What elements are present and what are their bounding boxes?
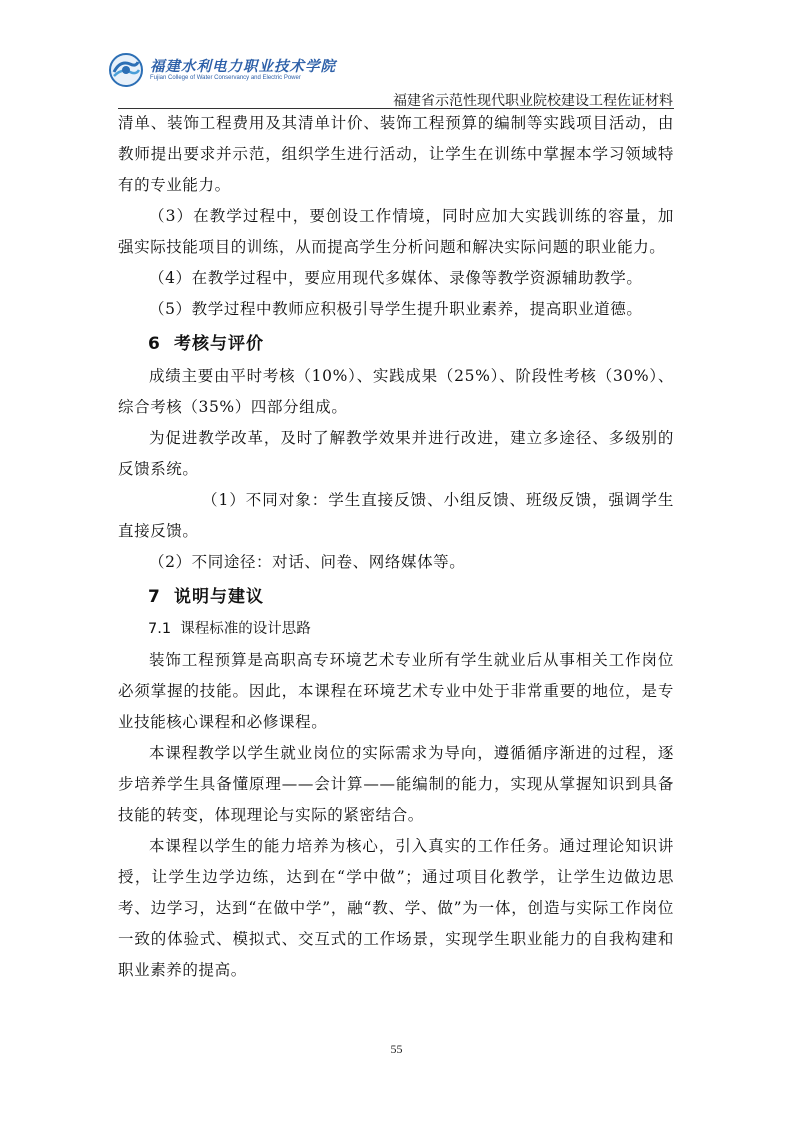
section-heading-7: [148, 580, 674, 614]
paragraph: （1）不同对象：学生直接反馈、小组反馈、班级反馈，强调学生直接反馈。: [118, 491, 674, 540]
paragraph: 成绩主要由平时考核（10%）、实践成果（25%）、阶段性考核（30%）、综合考核（35%）四部分组成。: [118, 367, 674, 416]
paragraph: 本课程以学生的能力培养为核心，引入真实的工作任务。通过理论知识讲授，让学生边学边练，达到在“学中做”；通过项目化教学，让学生边做边思考、边学习，达到“在做中学”，融“教、学、做”为一体，创造与实际工作岗位一致的体验式、模拟式、交互式的工作场景，实现学生职业能力的自我构建和职业素养的提高。: [118, 837, 674, 979]
paragraph: （4）在教学过程中，要应用现代多媒体、录像等教学资源辅助教学。: [149, 269, 643, 287]
document-body: [118, 108, 674, 986]
subsection-title: 课程标准的设计思路: [180, 621, 311, 637]
paragraph: （2）不同途径：对话、问卷、网络媒体等。: [149, 553, 466, 571]
section-heading-6: [148, 327, 674, 361]
section-number: 6: [148, 334, 161, 354]
paragraph: 本课程教学以学生就业岗位的实际需求为导向，遵循循序渐进的过程，逐步培养学生具备懂原理——会计算——能编制的能力，实现从掌握知识到具备技能的转变，体现理论与实际的紧密结合。: [118, 744, 674, 824]
paragraph: （5）教学过程中教师应积极引导学生提升职业素养，提高职业道德。: [149, 300, 643, 318]
logo-subtext: Fujian College of Water Conservancy and Electric Power: [150, 75, 301, 81]
document-header-title: 福建省示范性现代职业院校建设工程佐证材料: [393, 93, 673, 109]
subsection-heading: [148, 614, 674, 645]
section-title: 说明与建议: [174, 587, 264, 607]
section-title: 考核与评价: [174, 334, 264, 354]
page-number: 55: [390, 1042, 403, 1056]
paragraph: （3）在教学过程中，要创设工作情境，同时应加大实践训练的容量，加强实际技能项目的训练，从而提高学生分析问题和解决实际问题的职业能力。: [118, 207, 674, 256]
paragraph: 装饰工程预算是高职高专环境艺术专业所有学生就业后从事相关工作岗位必须掌握的技能。因此，本课程在环境艺术专业中处于非常重要的地位，是专业技能核心课程和必修课程。: [118, 651, 674, 731]
paragraph: 为促进教学改革，及时了解教学效果并进行改进，建立多途径、多级别的反馈系统。: [118, 429, 674, 478]
logo-text: 福建水利电力职业技术学院: [150, 58, 336, 75]
paragraph: 清单、装饰工程费用及其清单计价、装饰工程预算的编制等实践项目活动，由教师提出要求并示范，组织学生进行活动，让学生在训练中掌握本学习领域特有的专业能力。: [118, 114, 674, 194]
subsection-number: 7.1: [148, 621, 172, 637]
section-number: 7: [148, 587, 161, 607]
